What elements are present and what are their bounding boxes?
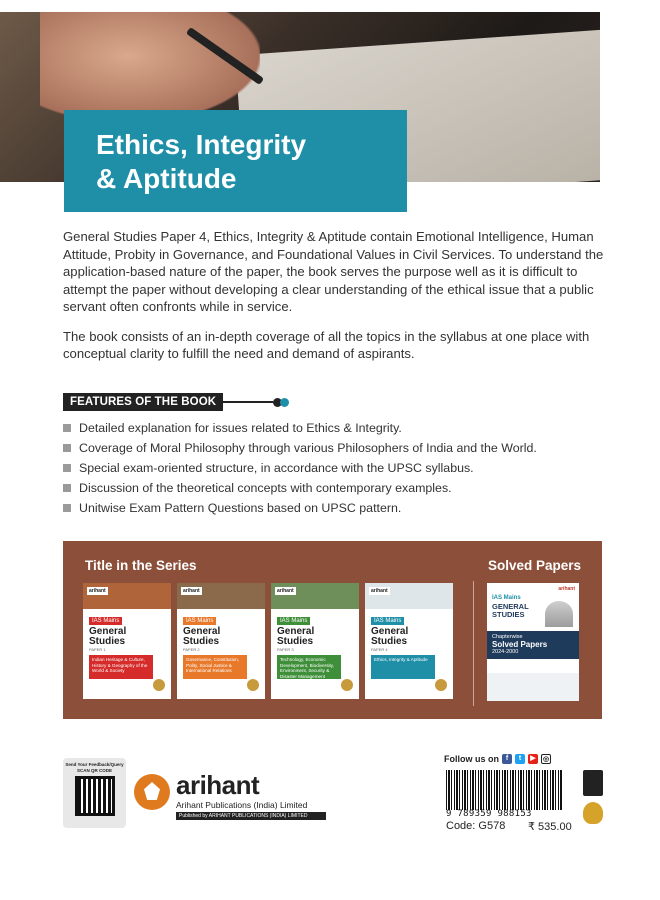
book-tag: IAS Mains: [183, 617, 216, 625]
solved-title-line2: STUDIES: [492, 609, 525, 619]
book-brand: arihant: [89, 588, 106, 594]
book-title-line1: General: [183, 626, 221, 637]
barcode: [446, 770, 562, 810]
features-list: [63, 418, 537, 518]
list-item: [63, 438, 537, 458]
book-paper: PAPER 3: [277, 647, 294, 652]
solved-band: [487, 631, 579, 659]
book-tag: IAS Mains: [277, 617, 310, 625]
book-cover-paper-3[interactable]: [271, 583, 359, 699]
book-subject: Technology, Economic Development, Biodiversity, Environment, Security & Disaster Management: [277, 655, 341, 679]
bullet-icon: [63, 504, 71, 512]
mascot-icon: [583, 770, 603, 796]
book-title-line2: Studies: [183, 636, 220, 647]
book-title-line1: General: [277, 626, 315, 637]
publisher-band: Published by ARIHANT PUBLICATIONS (INDIA) LIMITED: [176, 812, 326, 820]
series-heading: Title in the Series: [85, 558, 197, 573]
medal-icon: [341, 679, 353, 691]
feature-text: Discussion of the theoretical concepts with contemporary examples.: [79, 481, 452, 495]
features-heading-line: [223, 401, 273, 403]
book-subject: Ethics, Integrity & Aptitude: [371, 655, 435, 679]
book-subject: Governance, Constitution, Polity, Social Justice & International Relations: [183, 655, 247, 679]
series-divider: [473, 581, 474, 706]
feature-text: Unitwise Exam Pattern Questions based on UPSC pattern.: [79, 501, 402, 515]
bullet-icon: [63, 424, 71, 432]
kalash-icon: [583, 802, 603, 824]
book-title-line2: Studies: [371, 636, 408, 647]
book-description: [63, 228, 611, 375]
solved-cover-bottom: [487, 673, 579, 701]
list-item: [63, 418, 537, 438]
qr-text: [63, 762, 126, 773]
description-paragraph-1: General Studies Paper 4, Ethics, Integrity & Aptitude contain Emotional Intelligence, Human Attitude, Probity in Governance, and Foundational Values in Civil Services. To understand the application-based nature of the paper, the book serves the purpose well as it is difficult to attempt the paper without developing a clear understanding of the ethical issue that a public servant often confronts while in service.: [63, 229, 604, 314]
follow-label: Follow us on: [444, 754, 499, 764]
book-subject: Indian Heritage & Culture, History & Geography of the World & Society: [89, 655, 153, 679]
book-title-line1: General: [371, 626, 409, 637]
solved-band-line3: 2024-2000: [492, 649, 519, 655]
bullet-icon: [63, 444, 71, 452]
publisher-name: arihant: [176, 770, 260, 800]
book-title-line1: Ethics, Integrity: [96, 129, 307, 160]
book-brand: arihant: [277, 588, 294, 594]
book-cover-paper-1[interactable]: [83, 583, 171, 699]
book-brand: arihant: [371, 588, 388, 594]
book-title-line2: Studies: [277, 636, 314, 647]
features-heading: [63, 393, 289, 411]
arihant-logo-icon: [134, 774, 170, 810]
youtube-icon[interactable]: ▶: [528, 754, 538, 764]
feature-text: Special exam-oriented structure, in accordance with the UPSC syllabus.: [79, 461, 474, 475]
publisher-full-name: Arihant Publications (India) Limited: [176, 800, 308, 810]
bullet-icon: [63, 464, 71, 472]
list-item: [63, 498, 537, 518]
features-heading-label: FEATURES OF THE BOOK: [63, 393, 223, 411]
bullet-icon: [63, 484, 71, 492]
isbn-number: 9 789359 988153: [446, 809, 532, 819]
book-cover-paper-2[interactable]: [177, 583, 265, 699]
list-item: [63, 458, 537, 478]
description-paragraph-2: The book consists of an in-depth coverage of all the topics in the syllabus at one place with conceptual clarity to fulfill the need and demand of aspirants.: [63, 328, 590, 361]
book-title-line1: General: [89, 626, 127, 637]
book-title-line2: Studies: [89, 636, 126, 647]
medal-icon: [153, 679, 165, 691]
book-paper: PAPER 2: [183, 647, 200, 652]
feature-text: Coverage of Moral Philosophy through various Philosophers of India and the World.: [79, 441, 537, 455]
features-dot-teal: [280, 398, 289, 407]
book-price: ₹ 535.00: [528, 821, 572, 833]
social-follow: [444, 754, 551, 764]
publisher-logo: [134, 772, 320, 820]
book-tag: IAS Mains: [89, 617, 122, 625]
solved-brand: arihant: [558, 586, 575, 592]
solved-title: [492, 603, 529, 618]
book-title-line2: & Aptitude: [96, 163, 237, 194]
medal-icon: [247, 679, 259, 691]
solved-band-line1: Chapterwise: [492, 634, 523, 640]
book-paper: PAPER 4: [371, 647, 388, 652]
book-code: Code: G578: [446, 820, 506, 832]
list-item: [63, 478, 537, 498]
supreme-court-icon: [545, 601, 573, 627]
title-box: [64, 110, 407, 212]
solved-papers-cover[interactable]: [487, 583, 579, 701]
medal-icon: [435, 679, 447, 691]
book-paper: PAPER 1: [89, 647, 106, 652]
twitter-icon[interactable]: t: [515, 754, 525, 764]
instagram-icon[interactable]: ◎: [542, 756, 550, 763]
qr-text-line2: SCAN QR CODE: [76, 767, 112, 773]
series-panel: [63, 541, 602, 719]
qr-feedback-box[interactable]: [63, 758, 126, 828]
solved-papers-heading: Solved Papers: [488, 558, 582, 573]
book-cover-paper-4[interactable]: [365, 583, 453, 699]
solved-title-line1: GENERAL: [492, 602, 529, 611]
qr-code-icon[interactable]: [75, 776, 115, 816]
book-brand: arihant: [183, 588, 200, 594]
book-tag: IAS Mains: [371, 617, 404, 625]
qr-text-line1: Send Your Feedback/Query: [65, 762, 124, 767]
facebook-icon[interactable]: f: [502, 754, 512, 764]
solved-band-line2: Solved Papers: [492, 640, 548, 649]
hand-illustration: [40, 12, 260, 122]
solved-tag: IAS Mains: [492, 595, 521, 601]
feature-text: Detailed explanation for issues related to Ethics & Integrity.: [79, 421, 402, 435]
